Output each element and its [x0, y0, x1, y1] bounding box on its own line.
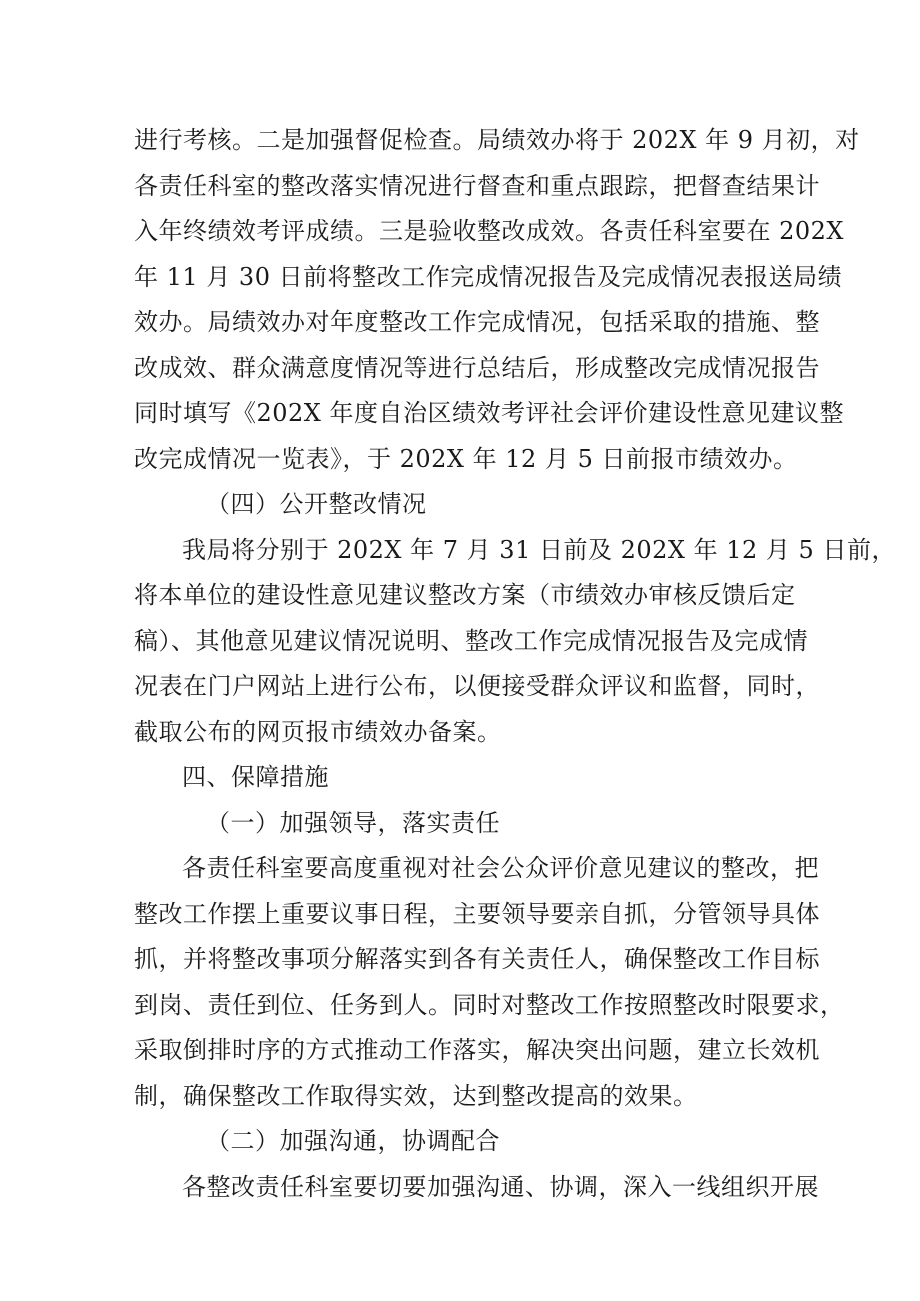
text-line: 整改工作摆上重要议事日程，主要领导要亲自抓，分管领导具体 — [134, 899, 820, 928]
text-line: 我局将分别于 202X 年 7 月 31 日前及 202X 年 12 月 5 日前， — [182, 535, 896, 564]
section-heading-leadership: （一）加强领导，落实责任 — [206, 808, 500, 837]
text-line: 将本单位的建设性意见建议整改方案（市绩效办审核反馈后定 — [134, 581, 796, 609]
text-line: 改完成情况一览表》，于 202X 年 12 月 5 日前报市绩效办。 — [134, 444, 798, 473]
section-heading-safeguards: 四、保障措施 — [182, 763, 329, 791]
text-line: 各责任科室的整改落实情况进行督查和重点跟踪，把督查结果计 — [134, 171, 820, 200]
paragraph-communication — [134, 1165, 819, 1211]
text-line: 各责任科室要高度重视对社会公众评价意见建议的整改，把 — [182, 854, 819, 882]
text-line: 改成效、群众满意度情况等进行总结后，形成整改完成情况报告 — [134, 353, 820, 382]
section-heading-publicize: （四）公开整改情况 — [206, 490, 427, 518]
text-line: 采取倒排时序的方式推动工作落实，解决突出问题，建立长效机 — [134, 1036, 820, 1064]
text-line: 进行考核。二是加强督促检查。局绩效办将于 202X 年 9 月初，对 — [134, 126, 860, 154]
text-line: 各整改责任科室要切要加强沟通、协调，深入一线组织开展 — [182, 1172, 819, 1201]
text-line: 稿）、其他意见建议情况说明、整改工作完成情况报告及完成情 — [134, 626, 808, 655]
text-line: 年 11 月 30 日前将整改工作完成情况报告及完成情况表报送局绩 — [134, 262, 843, 291]
document-page — [134, 118, 896, 1210]
paragraph-publicize — [134, 528, 896, 756]
text-line: 入年终绩效考评成绩。三是验收整改成效。各责任科室要在 202X — [134, 217, 845, 245]
text-line: 抓，并将整改事项分解落实到各有关责任人，确保整改工作目标 — [134, 945, 820, 973]
text-line: 制，确保整改工作取得实效，达到整改提高的效果。 — [134, 1081, 698, 1110]
text-line: 到岗、责任到位、任务到人。同时对整改工作按照整改时限要求， — [134, 990, 845, 1019]
paragraph-leadership — [134, 846, 845, 1119]
text-line: 同时填写《202X 年度自治区绩效考评社会评价建设性意见建议整 — [134, 399, 845, 427]
text-line: 截取公布的网页报市绩效办备案。 — [134, 717, 502, 746]
text-line: 效办。局绩效办对年度整改工作完成情况，包括采取的措施、整 — [134, 308, 820, 336]
text-line: 况表在门户网站上进行公布，以便接受群众评议和监督，同时， — [134, 672, 820, 700]
paragraph-assessment — [134, 118, 860, 482]
section-heading-communication: （二）加强沟通，协调配合 — [206, 1127, 500, 1155]
